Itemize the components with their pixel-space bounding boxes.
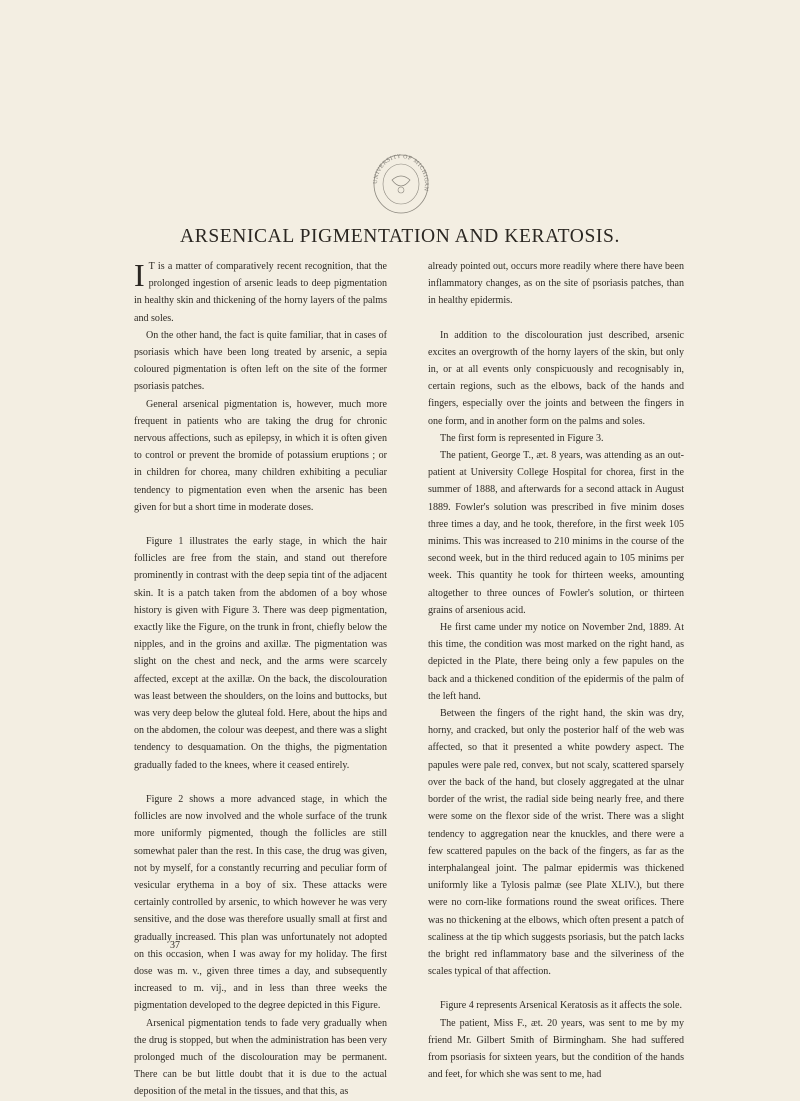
drop-cap: I — [134, 257, 145, 293]
paragraph: Figure 2 shows a more advanced stage, in which the follicles are now involved and the whole surface of the trunk more uniformly pigmented, though the follicles are still somewhat paler than the rest. In this case, the drug was given, not by myself, for a constantly recurring and peculiar form of vesicular erythema in a boy of six. These attacks were certainly controlled by arsenic, to which however he was very sensitive, and the dose was therefore usually small at first and gradually increased. This plan was unfortunately not adopted on this occasion, when I was away for my holiday. The first dose was m. v., given three times a day, and subsequently increased to m. vij., and in less than three weeks the pigmentation developed to the degree depicted in this Figure. — [134, 793, 387, 1012]
paragraph: I T is a matter of comparatively recent recognition, that the prolonged ingestion of arsenic leads to deep pigmentation in healthy skin and thickening of the horny layers of the palms and soles. — [134, 257, 387, 324]
paragraph: Between the fingers of the right hand, the skin was dry, horny, and cracked, but only the posterior half of the web was affected, so that it presented a white powdery aspect. The papules were pale red, convex, but not scaly, scattered sparsely over the back of the hand, but closely aggregated at the ulnar border of the wrist, the radial side being nearly free, and there were some on the flexor side of the wrist. There was a slight tendency to aggregation near the knuckles, and there were a few scattered papules on the back of the fingers, as far as the interphalangeal joint. The palmar epidermis was thickened uniformly like a Tylosis palmæ (see Plate XLIV.), but there were no corn-like formations round the sweat orifices. There was no thickening at the elbows, which often present a patch of scaliness at the tip which suggests psoriasis, but the patch lacks the bright red inflammatory base and the silveriness of the scales typical of that affection. — [428, 708, 684, 978]
paragraph: Figure 4 represents Arsenical Keratosis as it affects the sole. — [440, 1000, 682, 1012]
paragraph: Figure 1 illustrates the early stage, in which the hair follicles are free from the stain, and stand out therefore prominently in contrast with the deep sepia tint of the adjacent skin. It is a patch taken from the abdomen of a boy whose history is given with Figure 3. There was deep pigmentation, exactly like the Figure, on the trunk in front, chiefly below the nipples, and in the groins and axillæ. The pigmentation was slight on the chest and neck, and the arms were scarcely affected, except at the axillæ. On the back, the discolouration was least between the shoulders, on the loins and buttocks, but was very deep below the gluteal fold. Here, about the hips and on the abdomen, the colour was deepest, and there was a slight tendency to desquamation. On the thighs, the pigmentation gradually faded to the knees, where it ceased entirely. — [134, 536, 387, 771]
paragraph: The patient, Miss F., æt. 20 years, was sent to me by my friend Mr. Gilbert Smith of Birmingham. She had suffered from psoriasis for sixteen years, but the condition of the hands and feet, for which she was sent to me, had — [428, 1017, 684, 1081]
paragraph: The first form is represented in Figure 3. — [440, 432, 604, 444]
paragraph: He first came under my notice on November 2nd, 1889. At this time, the condition was most marked on the right hand, as depicted in the Plate, there being only a few papules on the back and a thickened condition of the epidermis of the palm of the left hand. — [428, 622, 684, 702]
paragraph: General arsenical pigmentation is, however, much more frequent in patients who are taking the drug for chronic nervous affections, such as epilepsy, in which it is often given to control or prevent the bromide of potassium eruptions ; or in children for chorea, many children exhibiting a peculiar tendency to pigmentation even when the arsenic has been given for but a short time in moderate doses. — [134, 398, 387, 513]
article-title: ARSENICAL PIGMENTATION AND KERATOSIS. — [180, 226, 620, 247]
paragraph: On the other hand, the fact is quite familiar, that in cases of psoriasis which have been long treated by arsenic, a sepia coloured pigmentation is often left on the site of the former psoriasis patches. — [134, 329, 387, 393]
paragraph: In addition to the discolouration just described, arsenic excites an overgrowth of the horny layers of the skin, but only in, or at all events only conspicuously and recognisably in, certain regions, such as the elbows, back of the hands and fingers, especially over the joints and between the fingers in one form, and in another form on the palms and soles. — [428, 329, 684, 427]
right-column — [428, 258, 684, 1083]
paragraph: already pointed out, occurs more readily where there have been inflammatory changes, as on the site of psoriasis patches, than in healthy epidermis. — [428, 261, 684, 307]
paragraph: Arsenical pigmentation tends to fade very gradually when the drug is stopped, but when the administration has been very prolonged much of the discolouration may be permanent. There can be but little doubt that it is due to the actual deposition of the metal in the tissues, and that this, as — [134, 1017, 387, 1098]
seal-ring-text: UNIVERSITY OF MICHIGAN — [372, 153, 430, 192]
page-number: 37 — [170, 940, 180, 951]
paragraph: The patient, George T., æt. 8 years, was attending as an out-patient at University College Hospital for chorea, first in the summer of 1888, and afterwards for a second attack in August 1889. Fowler's solution was prescribed in five minim doses three times a day, and he took, therefore, in the first week 105 minims. This was increased to 210 minims in the course of the second week, but in the third reduced again to 105 minims per week. This quantity he took for thirteen weeks, amounting altogether to three ounces of Fowler's solution, or thirteen grains of arsenious acid. — [428, 450, 684, 616]
left-column — [134, 258, 387, 1101]
library-seal-icon — [370, 150, 432, 220]
